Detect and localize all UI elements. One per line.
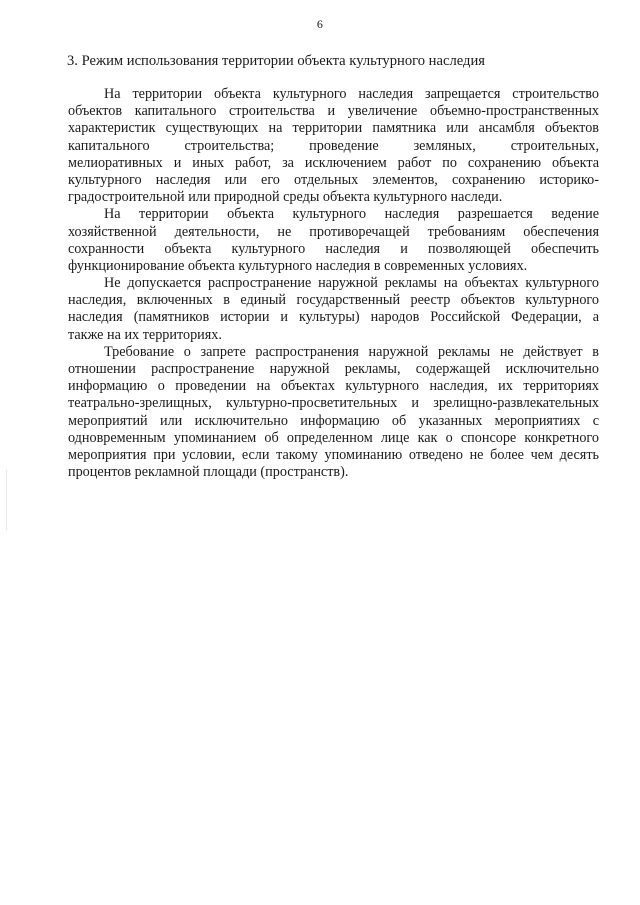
paragraph-prohibitions <box>68 86 599 206</box>
text-line: также на их территориях. <box>68 326 222 343</box>
text-line: На территории объекта культурного наследия разрешается ведение <box>104 206 599 223</box>
text-line: мероприятий или исключительно информацию об указанных мероприятиях с <box>68 412 599 429</box>
text-line: одновременным упоминанием об определенном лице как о спонсоре конкретного <box>68 429 599 446</box>
text-line: капитального строительства; проведение земляных, строительных, <box>68 137 599 154</box>
section-heading: 3. Режим использования территории объекта культурного наследия <box>67 53 485 69</box>
text-line: объектов капитального строительства и увеличение объемно-пространственных <box>68 103 599 120</box>
text-line: На территории объекта культурного наследия запрещается строительство <box>104 86 599 102</box>
text-line: процентов рекламной площади (пространств). <box>68 464 349 481</box>
text-line: мероприятия при условии, если такому упоминанию отведено не более чем десять <box>68 446 599 463</box>
text-line: информацию о проведении на объектах культурного наследия, их территориях <box>68 378 599 395</box>
text-line: мелиоративных и иных работ, за исключением работ по сохранению объекта <box>68 154 599 171</box>
text-line: градостроительной или природной среды объекта культурного наследи. <box>68 189 503 206</box>
text-line: характеристик существующих на территории памятника или ансамбля объектов <box>68 120 599 137</box>
text-line: театрально-зрелищных, культурно-просветительных и зрелищно-развлекательных <box>68 395 599 412</box>
text-line: Требование о запрете распространения наружной рекламы не действует в <box>104 343 599 360</box>
page-number: 6 <box>316 17 324 31</box>
text-line: наследия, включенных в единый государственный реестр объектов культурного <box>68 292 599 309</box>
text-line: наследия (памятников истории и культуры) народов Российской Федерации, а <box>68 309 599 326</box>
text-line: функционирование объекта культурного наследия в современных условиях. <box>68 257 528 274</box>
text-line: хозяйственной деятельности, не противоречащей требованиям обеспечения <box>68 223 599 240</box>
text-line: культурного наследия или его отдельных элементов, сохранению историко- <box>68 171 599 188</box>
paragraph-advertising-ban <box>68 275 599 344</box>
text-line: Не допускается распространение наружной рекламы на объектах культурного <box>104 275 599 292</box>
paragraph-permitted-activity <box>68 206 599 275</box>
scan-edge-mark <box>6 470 7 530</box>
paragraph-advertising-exception <box>68 344 599 482</box>
text-line: отношении распространение наружной рекламы, содержащей исключительно <box>68 361 599 377</box>
document-body <box>68 86 599 481</box>
text-line: сохранности объекта культурного наследия и позволяющей обеспечить <box>68 240 599 257</box>
